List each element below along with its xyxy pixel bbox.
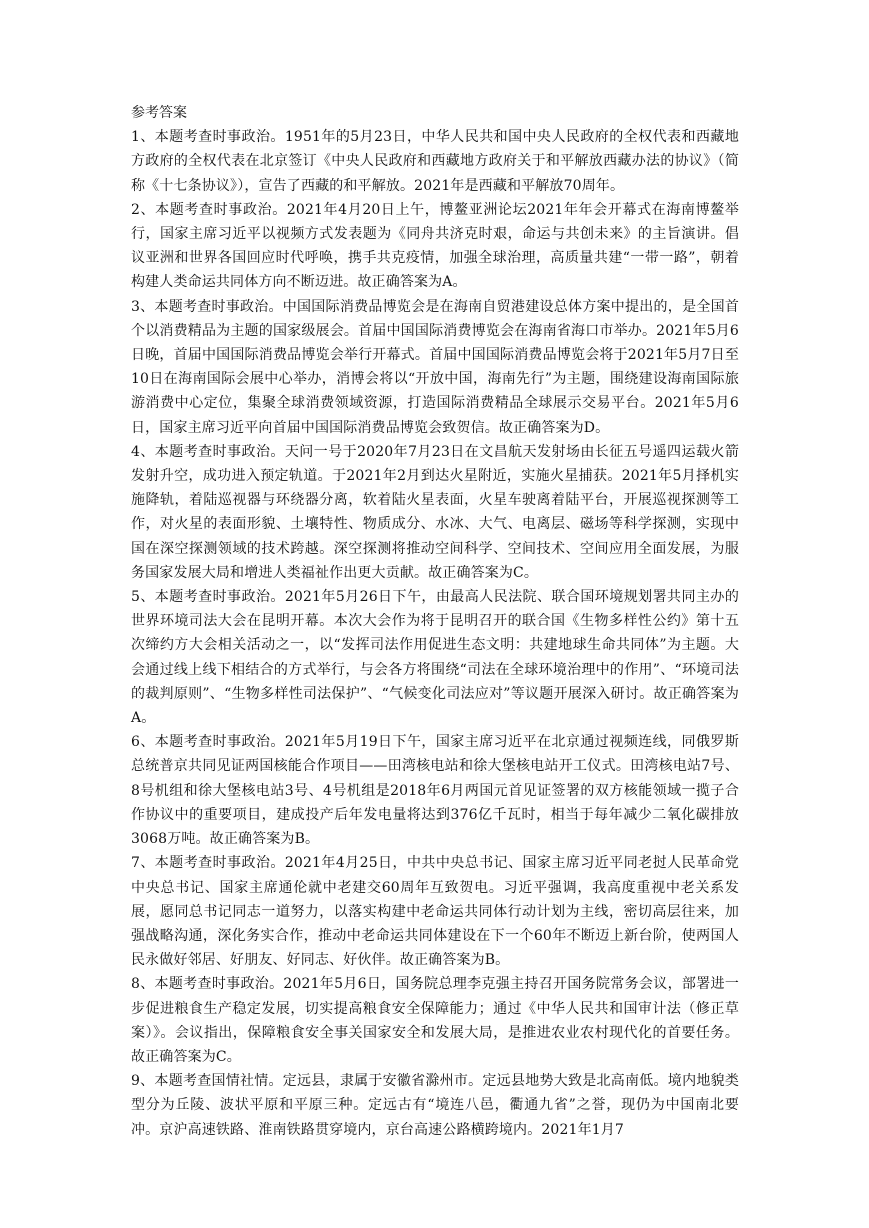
answer-paragraph-1: 1、本题考查时事政治。1951年的5月23日，中华人民共和国中央人民政府的全权代表和西藏地方政府的全权代表在北京签订《中央人民政府和西藏地方政府关于和平解放西藏办法的协议》（简称《十七条协议》），宣告了西藏的和平解放。2021年是西藏和平解放70周年。 [131,129,739,194]
answer-paragraph-3: 3、本题考查时事政治。中国国际消费品博览会是在海南自贸港建设总体方案中提出的，是全国首个以消费精品为主题的国家级展会。首届中国国际消费博览会在海南省海口市举办。2021年5月6日晚，首届中国国际消费品博览会举行开幕式。首届中国国际消费品博览会将于2021年5月7日至10日在海南国际会展中心举办，消博会将以“开放中国，海南先行”为主题，围绕建设海南国际旅游消费中心定位，集聚全球消费领域资源，打造国际消费精品全球展示交易平台。2021年5月6日，国家主席习近平向首届中国国际消费品博览会致贺信。故正确答案为D。 [131,298,739,436]
document-title: 参考答案 [131,105,187,121]
answer-paragraph-8: 8、本题考查时事政治。2021年5月6日，国务院总理李克强主持召开国务院常务会议，部署进一步促进粮食生产稳定发展，切实提高粮食安全保障能力；通过《中华人民共和国审计法（修正草案）》。会议指出，保障粮食安全事关国家安全和发展大局，是推进农业农村现代化的首要任务。故正确答案为C。 [131,976,739,1065]
answer-paragraph-9: 9、本题考查国情社情。定远县，隶属于安徽省滁州市。定远县地势大致是北高南低。境内地貌类型分为丘陵、波状平原和平原三种。定远古有“境连八邑，衢通九省”之誉，现仍为中国南北要冲。京沪高速铁路、淮南铁路贯穿境内，京台高速公路横跨境内。2021年1月7 [131,1073,739,1138]
answer-paragraph-2: 2、本题考查时事政治。2021年4月20日上午，博鳌亚洲论坛2021年年会开幕式在海南博鳌举行，国家主席习近平以视频方式发表题为《同舟共济克时艰，命运与共创未来》的主旨演讲。倡议亚洲和世界各国回应时代呼唤，携手共克疫情，加强全球治理，高质量共建“一带一路”，朝着构建人类命运共同体方向不断迈进。故正确答案为A。 [131,201,739,291]
answer-paragraph-5: 5、本题考查时事政治。2021年5月26日下午，由最高人民法院、联合国环境规划署共同主办的世界环境司法大会在昆明开幕。本次大会作为将于昆明召开的联合国《生物多样性公约》第十五次缔约方大会相关活动之一，以“发挥司法作用促进生态文明：共建地球生命共同体”为主题。大会通过线上线下相结合的方式举行，与会各方将围绕“司法在全球环境治理中的作用”、“环境司法的裁判原则”、“生物多样性司法保护”、“气候变化司法应对”等议题开展深入研讨。故正确答案为A。 [131,589,739,727]
answer-paragraph-7: 7、本题考查时事政治。2021年4月25日，中共中央总书记、国家主席习近平同老挝人民革命党中央总书记、国家主席通伦就中老建交60周年互致贺电。习近平强调，我高度重视中老关系发展，愿同总书记同志一道努力，以落实构建中老命运共同体行动计划为主线，密切高层往来，加强战略沟通，深化务实合作，推动中老命运共同体建设在下一个60年不断迈上新台阶，使两国人民永做好邻居、好朋友、好同志、好伙伴。故正确答案为B。 [131,855,739,969]
answer-paragraph-4: 4、本题考查时事政治。天问一号于2020年7月23日在文昌航天发射场由长征五号遥四运载火箭发射升空，成功进入预定轨道。于2021年2月到达火星附近，实施火星捕获。2021年5月择机实施降轨，着陆巡视器与环绕器分离，软着陆火星表面，火星车驶离着陆平台，开展巡视探测等工作，对火星的表面形貌、土壤特性、物质成分、水冰、大气、电离层、磁场等科学探测，实现中国在深空探测领域的技术跨越。深空探测将推动空间科学、空间技术、空间应用全面发展，为服务国家发展大局和增进人类福祉作出更大贡献。故正确答案为C。 [131,443,739,581]
answer-paragraph-6: 6、本题考查时事政治。2021年5月19日下午，国家主席习近平在北京通过视频连线，同俄罗斯总统普京共同见证两国核能合作项目——田湾核电站和徐大堡核电站开工仪式。田湾核电站7号、8号机组和徐大堡核电站3号、4号机组是2018年6月两国元首见证签署的双方核能领域一揽子合作协议中的重要项目，建成投产后年发电量将达到376亿千瓦时，相当于每年减少二氧化碳排放3068万吨。故正确答案为B。 [131,734,739,848]
